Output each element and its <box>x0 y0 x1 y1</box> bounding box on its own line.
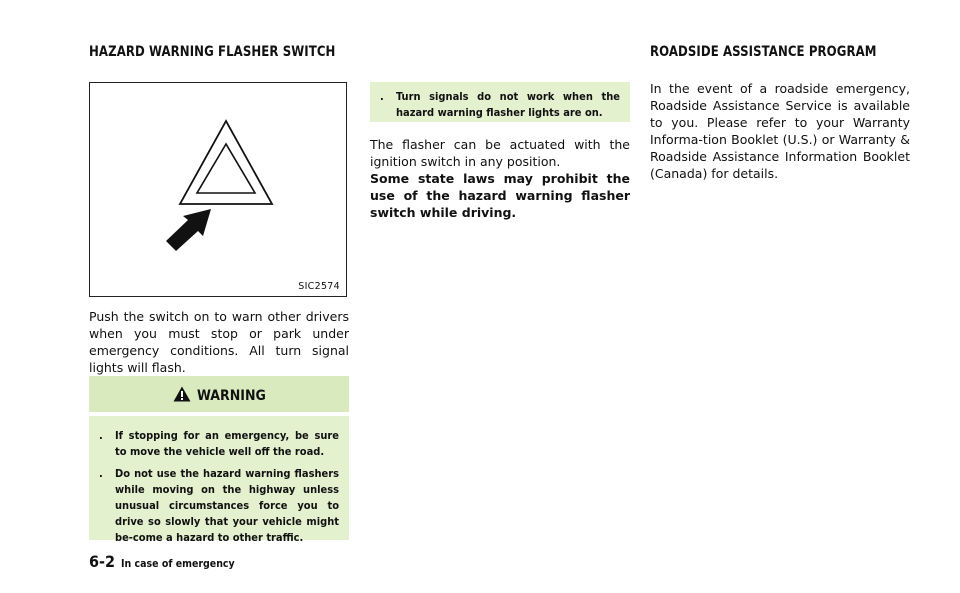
inner-triangle <box>197 144 255 193</box>
state-laws-paragraph: Some state laws may prohibit the use of the hazard warning flasher switch while driving. <box>370 171 630 220</box>
push-switch-paragraph: Push the switch on to warn other drivers when you must stop or park under emergency conditions. All turn signal lights will flash. <box>89 309 349 375</box>
turn-signal-note-list <box>380 89 620 127</box>
warning-list <box>99 428 339 552</box>
warning-title: WARNING <box>197 388 266 404</box>
hazard-triangle-illustration <box>90 83 346 296</box>
push-arrow-icon <box>166 209 211 251</box>
page-number: 6-2 <box>89 552 116 571</box>
warning-triangle-icon <box>173 386 191 402</box>
hazard-heading: HAZARD WARNING FLASHER SWITCH <box>89 44 336 60</box>
bullet: . <box>99 429 103 442</box>
list-item: . If stopping for an emergency, be sure to move the vehicle well off the road. <box>99 429 339 458</box>
flasher-paragraph: The flasher can be actuated with the ignition switch in any position. <box>370 137 630 169</box>
turn-signal-note-box <box>370 82 630 122</box>
section-name: In case of emergency <box>121 558 235 570</box>
page-footer <box>89 552 235 571</box>
roadside-heading: ROADSIDE ASSISTANCE PROGRAM <box>650 44 877 60</box>
roadside-paragraph: In the event of a roadside emergency, Roadside Assistance Service is available to you. Please refer to your Warranty Informa-tion Booklet (U.S.) or Warranty & Roadside Assistance Information Booklet (Canada) for details. <box>650 81 910 181</box>
hazard-switch-figure <box>89 82 347 297</box>
warning-header <box>89 376 349 412</box>
warning-box <box>89 376 349 544</box>
figure-code: SIC2574 <box>298 281 340 292</box>
bullet: . <box>380 90 384 103</box>
bullet: . <box>99 467 103 480</box>
warning-divider <box>89 412 349 416</box>
list-item: . Turn signals do not work when the hazard warning flasher lights are on. <box>380 90 620 119</box>
outer-triangle <box>180 121 272 204</box>
list-item: . Do not use the hazard warning flashers while moving on the highway unless unusual circumstances force you to drive so slowly that your vehicle might be-come a hazard to other traffic. <box>99 467 339 544</box>
